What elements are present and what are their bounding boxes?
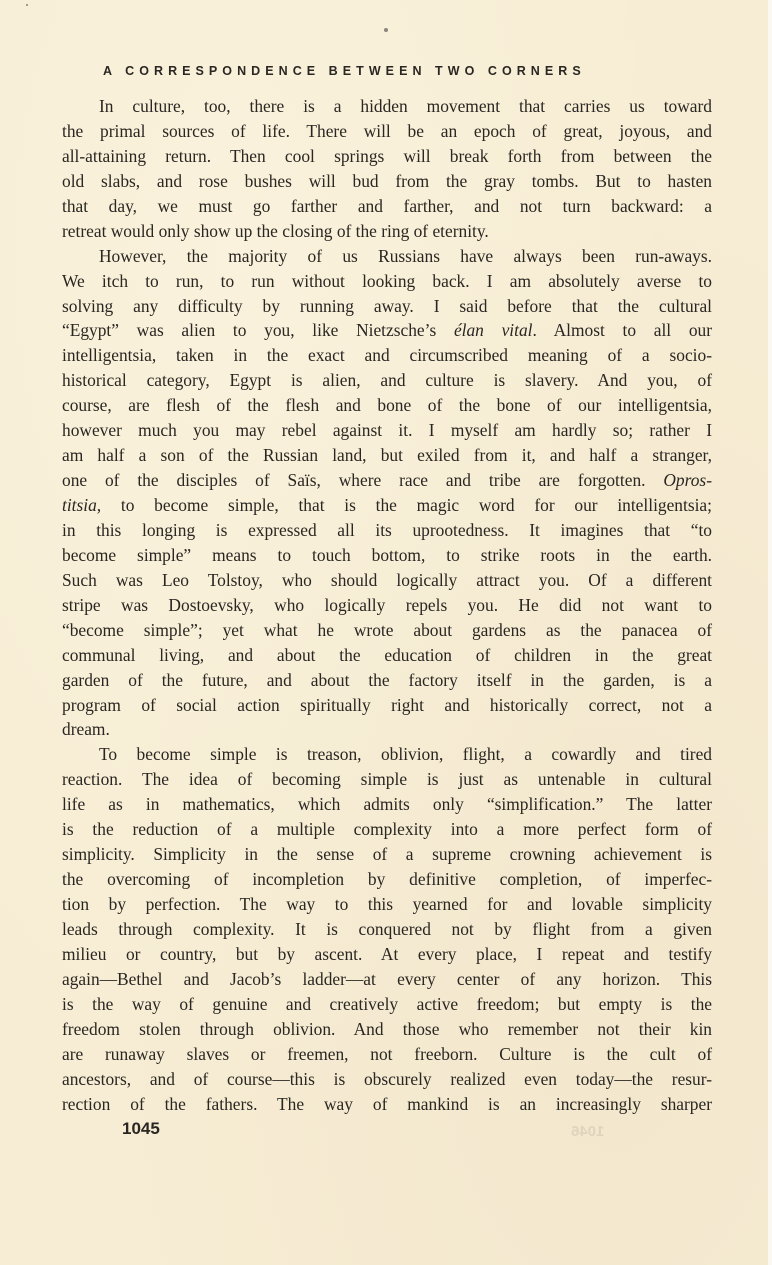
paragraph (62, 244, 712, 743)
text-line: leads through complexity. It is conquered not by flight from a given (62, 918, 712, 939)
text-line: again—Bethel and Jacob’s ladder—at every center of any horizon. This (62, 968, 712, 989)
paragraph (62, 742, 712, 1116)
text-line: all-attaining return. Then cool springs will break forth from between the (62, 145, 712, 166)
text-line: We itch to run, to run without looking back. I am absolutely averse to (62, 270, 712, 291)
text-line: To become simple is treason, oblivion, flight, a cowardly and tired (99, 744, 712, 765)
text-line: ancestors, and of course—this is obscurely realized even today—the resur- (62, 1068, 712, 1089)
text-line: course, are flesh of the flesh and bone of the bone of our intelligentsia, (62, 395, 712, 416)
text-line: rection of the fathers. The way of mankind is an increasingly sharper (62, 1093, 712, 1114)
paragraph (62, 94, 712, 244)
text-line: are runaway slaves or freemen, not freeborn. Culture is the cult of (62, 1043, 712, 1064)
text-line: tion by perfection. The way to this yearned for and lovable simplicity (62, 894, 712, 914)
italic-phrase: titsia, (62, 495, 102, 515)
text-line: simplicity. Simplicity in the sense of a supreme crowning achievement is (62, 844, 712, 865)
text-line: freedom stolen through oblivion. And those who remember not their kin (62, 1018, 712, 1039)
text-line: however much you may rebel against it. I myself am hardly so; rather I (62, 420, 712, 441)
paper-speck (384, 28, 388, 32)
paper-speck (26, 4, 28, 6)
text-line: reaction. The idea of becoming simple is just as untenable in cultural (62, 769, 712, 790)
text-line: intelligentsia, taken in the exact and circumscribed meaning of a socio- (62, 345, 712, 366)
text-line: solving any difficulty by running away. I said before that the cultural (62, 295, 712, 316)
text-line: “become simple”; yet what he wrote about gardens as the panacea of (62, 619, 712, 640)
text-line: the overcoming of incompletion by definitive completion, of imperfec- (62, 869, 712, 890)
body-text (62, 94, 712, 1116)
text-line: is the reduction of a multiple complexity into a more perfect form of (62, 819, 712, 840)
show-through-page-number: 1046 (571, 1123, 605, 1140)
text-line: am half a son of the Russian land, but exiled from it, and half a stranger, (62, 445, 712, 466)
text-line: In culture, too, there is a hidden movement that carries us toward (99, 96, 712, 116)
text-line: However, the majority of us Russians have always been run-aways. (99, 245, 712, 266)
text-line: program of social action spiritually right and historically correct, not a (62, 694, 712, 715)
running-head: A CORRESPONDENCE BETWEEN TWO CORNERS (103, 64, 586, 78)
text-line: is the way of genuine and creatively active freedom; but empty is the (62, 993, 712, 1014)
text-line: garden of the future, and about the factory itself in the garden, is a (62, 669, 712, 690)
text-line: Such was Leo Tolstoy, who should logically attract you. Of a different (62, 569, 712, 590)
text-line: the primal sources of life. There will be an epoch of great, joyous, and (62, 120, 712, 141)
text-line: one of the disciples of Saïs, where race and tribe are forgotten. Opros- (62, 470, 712, 491)
text-line: milieu or country, but by ascent. At every place, I repeat and testify (62, 943, 712, 964)
text-line: communal living, and about the education of children in the great (62, 644, 712, 665)
text-line: stripe was Dostoevsky, who logically repels you. He did not want to (62, 594, 712, 615)
italic-phrase: élan vital (453, 320, 533, 341)
text-line: titsia, to become simple, that is the magic word for our intelligentsia; (62, 495, 712, 515)
scan-edge (768, 0, 772, 1265)
text-line: become simple” means to touch bottom, to strike roots in the earth. (62, 544, 712, 565)
page-number: 1045 (122, 1119, 160, 1138)
text-line: “Egypt” was alien to you, like Nietzsche’s élan vital. Almost to all our (62, 320, 712, 341)
text-line: old slabs, and rose bushes will bud from the gray tombs. But to hasten (62, 170, 712, 191)
text-line: that day, we must go farther and farther, and not turn backward: a (62, 195, 712, 216)
text-line: life as in mathematics, which admits only “simplification.” The latter (62, 794, 712, 815)
text-line: in this longing is expressed all its uprootedness. It imagines that “to (62, 519, 712, 540)
text-line: historical category, Egypt is alien, and culture is slavery. And you, of (62, 370, 712, 391)
text-line: retreat would only show up the closing of the ring of eternity. (62, 220, 489, 241)
text-line: dream. (62, 719, 110, 740)
italic-phrase: Opros- (663, 470, 712, 491)
